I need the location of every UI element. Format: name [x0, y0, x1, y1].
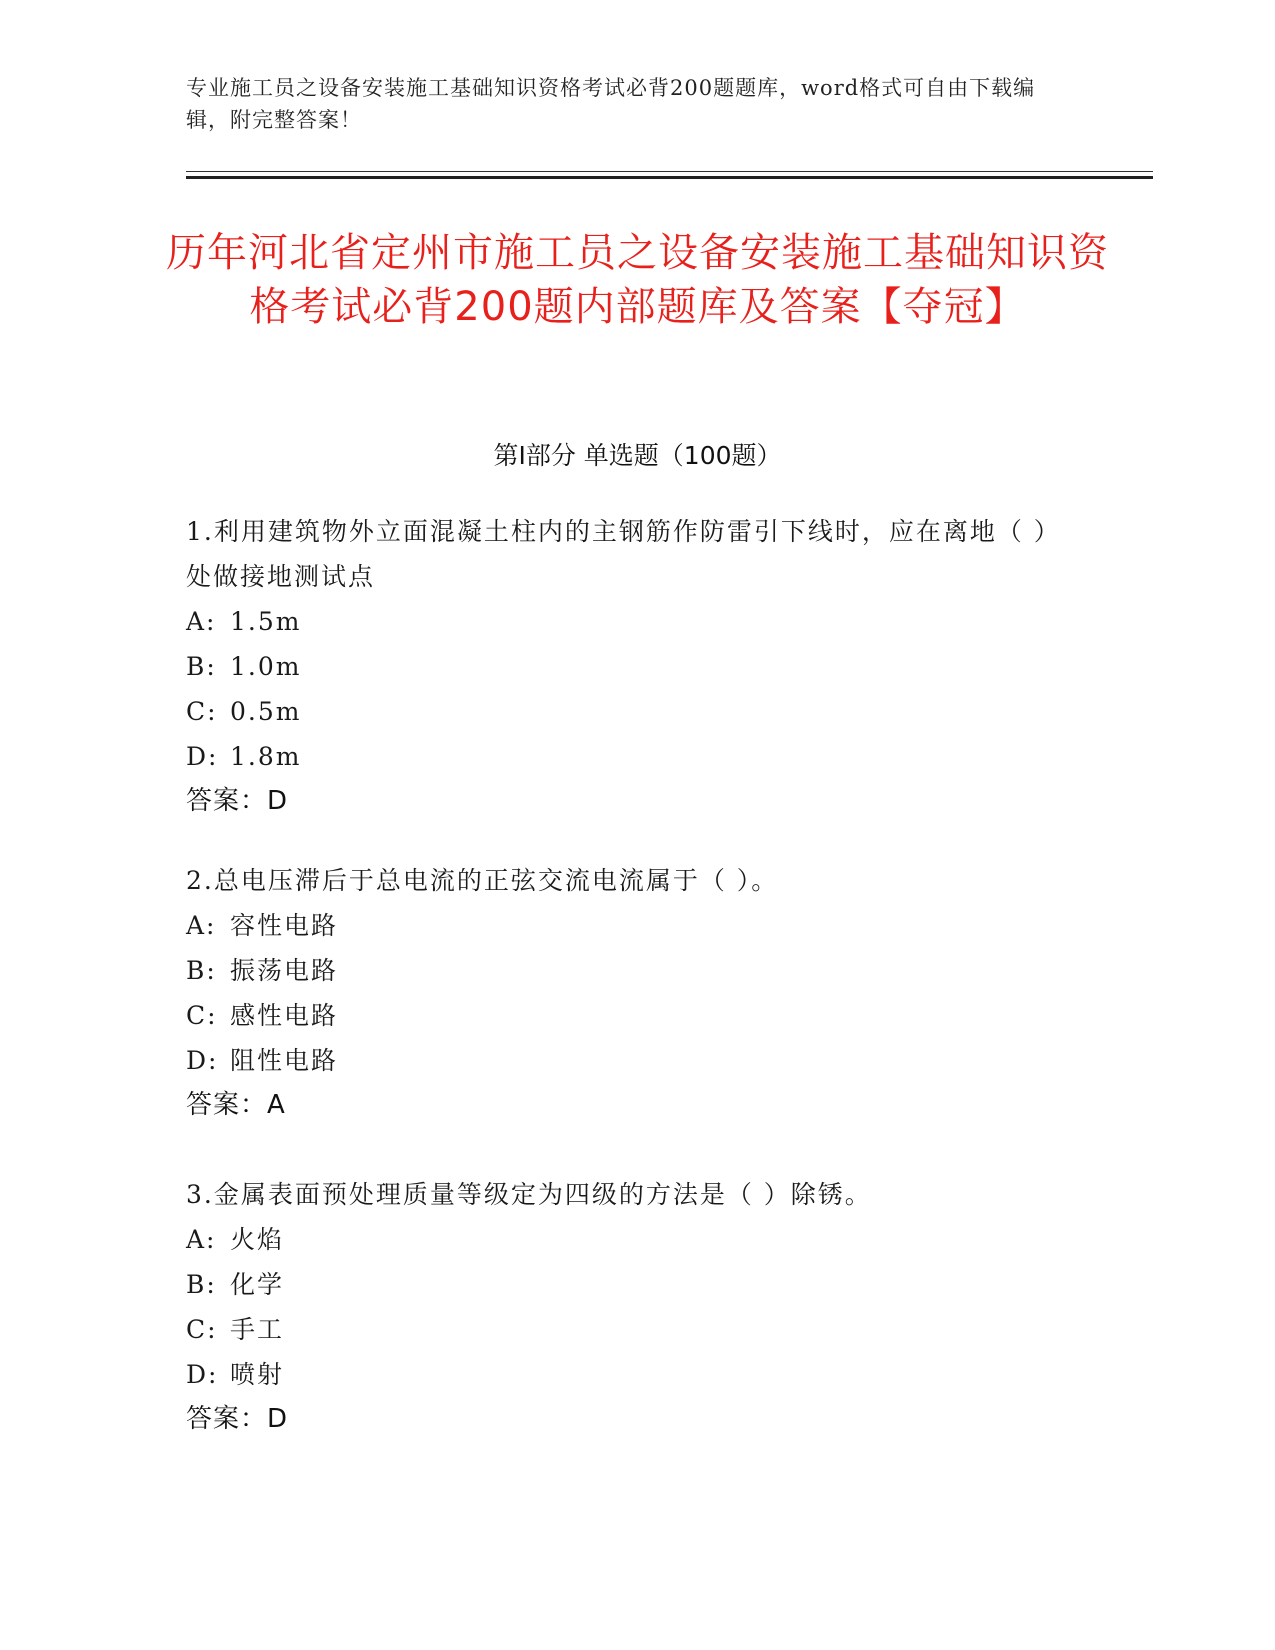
- option-text: 化学: [230, 1270, 285, 1299]
- option-b: [186, 644, 1086, 689]
- option-c: [186, 1307, 1086, 1352]
- option-text: 0.5m: [230, 697, 302, 726]
- question-text: 2.总电压滞后于总电流的正弦交流电流属于（ ）。: [186, 866, 779, 895]
- question-1: [186, 509, 1086, 824]
- option-letter: B:: [186, 956, 217, 985]
- header-divider-thick: [186, 176, 1153, 179]
- option-letter: A:: [186, 911, 217, 940]
- option-a: [186, 1217, 1086, 1262]
- option-text: 振荡电路: [230, 956, 339, 985]
- option-letter: A:: [186, 1225, 217, 1254]
- option-letter: C:: [186, 1315, 218, 1344]
- option-b: [186, 948, 1086, 993]
- option-b: [186, 1262, 1086, 1307]
- option-letter: D:: [186, 1360, 219, 1389]
- option-letter: B:: [186, 652, 217, 681]
- answer-line: 答案：D: [186, 1404, 289, 1434]
- answer-line: 答案：A: [186, 1090, 286, 1120]
- option-a: [186, 599, 1086, 644]
- option-d: [186, 1352, 1086, 1397]
- section-heading: 第Ⅰ部分 单选题（100题）: [493, 441, 782, 470]
- option-a: [186, 903, 1086, 948]
- option-text: 喷射: [230, 1360, 285, 1389]
- option-text: 感性电路: [230, 1001, 339, 1030]
- option-d: [186, 734, 1086, 779]
- option-text: 阻性电路: [230, 1046, 339, 1075]
- option-c: [186, 993, 1086, 1038]
- question-text: 3.金属表面预处理质量等级定为四级的方法是（ ）除锈。: [186, 1180, 872, 1209]
- option-d: [186, 1038, 1086, 1083]
- document-title: 历年河北省定州市施工员之设备安装施工基础知识资格考试必背200题内部题库及答案【夺冠】: [166, 230, 1109, 330]
- option-letter: C:: [186, 697, 218, 726]
- option-text: 火焰: [230, 1225, 285, 1254]
- option-text: 1.5m: [230, 607, 302, 636]
- question-2: [186, 858, 1086, 1128]
- option-c: [186, 689, 1086, 734]
- option-text: 容性电路: [230, 911, 339, 940]
- header-note: 专业施工员之设备安装施工基础知识资格考试必背200题题库，word格式可自由下载编辑，附完整答案！: [186, 76, 1036, 132]
- question-text: 1.利用建筑物外立面混凝土柱内的主钢筋作防雷引下线时，应在离地（ ）处做接地测试点: [186, 517, 1061, 591]
- answer-line: 答案：D: [186, 786, 289, 816]
- question-3: [186, 1172, 1086, 1442]
- option-letter: A:: [186, 607, 217, 636]
- option-letter: D:: [186, 1046, 219, 1075]
- option-letter: B:: [186, 1270, 217, 1299]
- option-text: 1.8m: [230, 742, 302, 771]
- option-text: 手工: [230, 1315, 285, 1344]
- option-letter: C:: [186, 1001, 218, 1030]
- header-divider-thin: [186, 171, 1153, 172]
- option-text: 1.0m: [230, 652, 302, 681]
- option-letter: D:: [186, 742, 219, 771]
